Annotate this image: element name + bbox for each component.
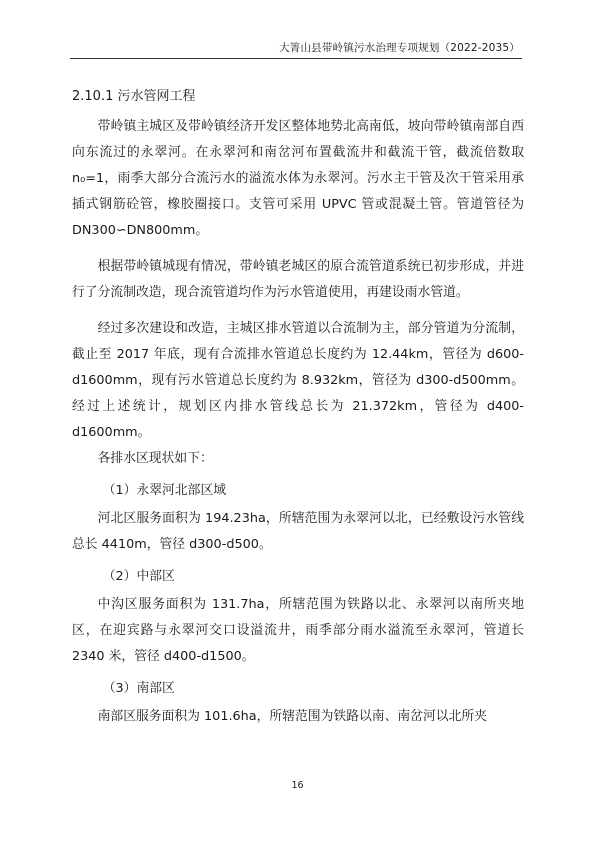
header-divider [70, 58, 522, 59]
paragraph-network-overview: 带岭镇主城区及带岭镇经济开发区整体地势北高南低，坡向带岭镇南部自西向东流过的永翠河。在永翠河和南岔河布置截流井和截流干管，截流倍数取 n₀=1，雨季大部分合流污水的溢流水体为永翠河。污水主干管及次干管采用承插式钢筋砼管，橡胶圈接口。支管可采用 UPVC 管或混凝土管。管道管径为 DN300∽DN800mm。 [72, 119, 524, 238]
paragraph-current-status: 根据带岭镇城现有情况，带岭镇老城区的原合流管道系统已初步形成，并进行了分流制改造，现合流管道均作为污水管道使用，再建设雨水管道。 [72, 259, 524, 300]
paragraph-zone-intro: 各排水区现状如下： [97, 451, 213, 466]
zone-text-north: 河北区服务面积为 194.23ha，所辖范围为永翠河以北，已经敷设污水管线总长 4410m，管径 d300-d500。 [72, 511, 524, 552]
section-heading: 2.10.1 污水管网工程 [72, 89, 196, 104]
page-number: 16 [291, 780, 304, 791]
zone-title-south: （3）南部区 [102, 681, 175, 696]
running-header: 大箐山县带岭镇污水治理专项规划（2022-2035） [279, 42, 520, 54]
zone-title-north: （1）永翠河北部区域 [102, 483, 227, 498]
paragraph-pipe-statistics: 经过多次建设和改造，主城区排水管道以合流制为主，部分管道为分流制，截止至 2017 年底，现有合流排水管道总长度约为 12.44km，管径为 d600-d1600mm，现有污水管道总长度约为 8.932km，管径为 d300-d500mm。经过上述统计，规划区内排水管线总长为 21.372km，管径为 d400-d1600mm。 [72, 321, 524, 440]
page-body [72, 84, 524, 730]
zone-text-central: 中沟区服务面积为 131.7ha，所辖范围为铁路以北、永翠河以南所夹地区，在迎宾路与永翠河交口设溢流井，雨季部分雨水溢流至永翠河，管道长 2340 米，管径 d400-d1500。 [72, 597, 524, 664]
zone-text-south: 南部区服务面积为 101.6ha，所辖范围为铁路以南、南岔河以北所夹 [97, 709, 487, 724]
zone-title-central: （2）中部区 [102, 569, 175, 584]
